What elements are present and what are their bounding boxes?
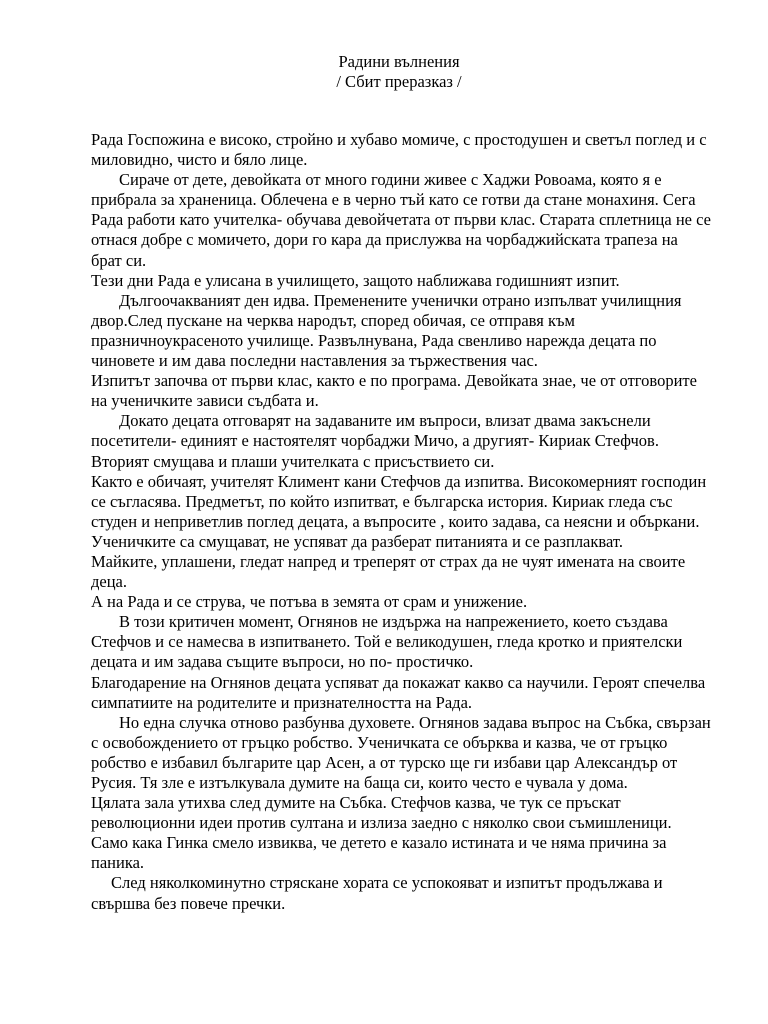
document-title: Радини вълнения xyxy=(338,52,460,71)
paragraph: Рада Госпожина е високо, стройно и хубаво момиче, с простодушен и светъл поглед и с миловидно, чисто и бяло лице. xyxy=(91,130,707,170)
paragraph: Благодарение на Огнянов децата успяват да покажат какво са научили. Героят спечелва симпатиите на родителите и признателността на Рада. xyxy=(91,672,706,712)
title-block xyxy=(0,52,768,92)
paragraph: След няколкоминутно стряскане хората се успокояват и изпитът продължава и свършва без повече пречки. xyxy=(91,873,663,913)
document-body xyxy=(91,130,711,914)
paragraph: Майките, уплашени, гледат напред и треперят от страх да не чуят имената на своите деца. xyxy=(91,551,686,592)
paragraph: Дългоочакваният ден идва. Пременените ученички отрано изпълват училищния двор.След пускане на черква народът, според обичая, се отправя към празничноукрасеното училище. Развълнувана, Рада свенливо нарежда децата по чиновете и им дава последни наставления за тържествения час. xyxy=(91,290,682,371)
paragraph: Цялата зала утихва след думите на Събка. Стефчов казва, че тук се пръскат революционни идеи против султана и излиза заедно с няколко свои съмишленици. Само кака Гинка смело извиква, че детето е казало истината и че няма причина за паника. xyxy=(91,793,672,873)
paragraph: Докато децата отговарят на задаваните им въпроси, влизат двама закъснели посетители- единият е настоятелят чорбаджи Мичо, а другият- Кириак Стефчов. Вторият смущава и плаши учителката с присъствието си. xyxy=(91,411,659,471)
paragraph: Изпитът започва от първи клас, както е по програма. Девойката знае, че от отговорите на ученичките зависи съдбата и. xyxy=(91,371,697,411)
paragraph: Както е обичаят, учителят Климент кани Стефчов да изпитва. Високомерният господин се съгласява. Предметът, по който изпитват, е българска история. Кириак гледа със студен и неприветлив поглед децата, а въпросите , които задава, са неясни и объркани. Ученичките са смущават, не успяват да разберат питанията и се разплакват. xyxy=(91,471,707,551)
paragraph: Сираче от дете, девойката от много години живее с Хаджи Ровоама, която я е прибрала за храненица. Облечена е в черно тъй като се готви да стане монахиня. Сега Рада работи като учителка- обучава девойчетата от първи клас. Старата сплетница не се отнася добре с момичето, дори го кара да прислужва на чорбаджийската трапеза на брат си. xyxy=(91,170,711,270)
paragraph: Тези дни Рада е улисана в училището, защото наближава годишният изпит. xyxy=(91,270,620,290)
paragraph: А на Рада и се струва, че потъва в земята от срам и унижение. xyxy=(91,592,528,612)
document-subtitle: / Сбит преразказ / xyxy=(336,72,462,91)
paragraph: В този критичен момент, Огнянов не издържа на напрежението, което създава Стефчов и се намесва в изпитването. Той е великодушен, гледа кротко и приятелски децата и им задава същите въпроси, но по- простичко. xyxy=(91,612,683,672)
paragraph: Но една случка отново разбунва духовете. Огнянов задава въпрос на Събка, свързан с освобождението от гръцко робство. Ученичката се обърква и казва, че от гръцко робство е избавил българите цар Асен, а от турско ще ги избави цар Александър от Русия. Тя зле е изтълкувала думите на баща си, които често е чувала у дома. xyxy=(91,712,711,792)
